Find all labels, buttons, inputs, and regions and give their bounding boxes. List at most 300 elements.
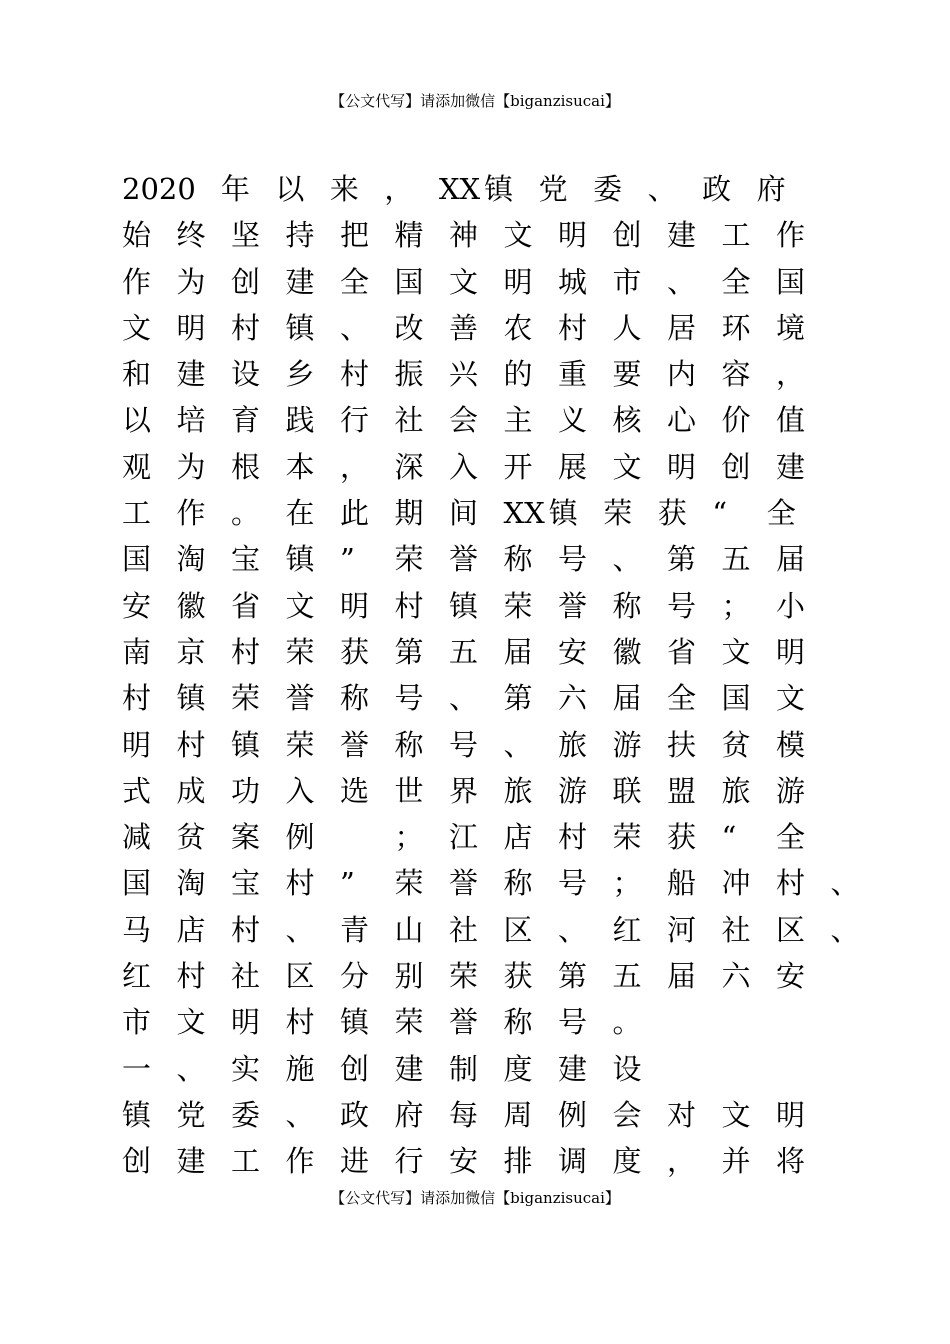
- text-glyph: 村: [558, 820, 588, 855]
- text-glyph: 入: [449, 449, 479, 484]
- text-glyph: 镇: [484, 172, 514, 206]
- text-glyph: 安: [449, 1144, 479, 1179]
- text-glyph: 本: [285, 449, 315, 484]
- text-glyph: 第: [503, 681, 533, 716]
- text-glyph: 店: [176, 912, 206, 947]
- text-glyph: 施: [285, 1051, 315, 1086]
- text-glyph: 设: [231, 357, 261, 392]
- text-glyph: 国: [122, 866, 152, 901]
- text-glyph: 创: [231, 264, 261, 299]
- text-glyph: 淘: [176, 542, 206, 577]
- text-glyph: 核: [612, 403, 642, 438]
- text-glyph: 马: [122, 912, 152, 947]
- text-glyph: 红: [612, 912, 642, 947]
- text-line: [122, 259, 822, 305]
- text-glyph: 作: [122, 264, 152, 299]
- text-glyph: 村: [231, 912, 261, 947]
- text-glyph: 冲: [721, 866, 751, 901]
- text-glyph: 社: [231, 959, 261, 994]
- text-glyph: 重: [558, 357, 588, 392]
- text-glyph: 要: [612, 357, 642, 392]
- text-glyph: 村: [122, 681, 152, 716]
- text-glyph: 明: [231, 1005, 261, 1040]
- text-glyph: 贫: [176, 820, 206, 855]
- text-glyph: 深: [394, 449, 424, 484]
- text-glyph: 践: [285, 403, 315, 438]
- text-glyph: 以: [275, 172, 305, 206]
- text-glyph: 城: [558, 264, 588, 299]
- text-glyph: 建: [176, 1144, 206, 1179]
- text-glyph: 、: [830, 912, 860, 947]
- text-glyph: 村: [776, 866, 806, 901]
- text-glyph: “: [721, 820, 737, 855]
- text-glyph: 、: [503, 727, 533, 762]
- text-glyph: 境: [776, 310, 806, 345]
- text-glyph: 。: [231, 496, 261, 531]
- text-glyph: 获: [657, 496, 687, 531]
- text-glyph: 届: [667, 959, 697, 994]
- text-line: [122, 166, 822, 212]
- text-glyph: 红: [122, 959, 152, 994]
- text-glyph: 镇: [285, 310, 315, 345]
- text-glyph: 和: [122, 357, 152, 392]
- text-glyph: 党: [176, 1097, 206, 1132]
- text-glyph: 荣: [612, 820, 642, 855]
- text-glyph: 六: [721, 959, 751, 994]
- text-glyph: 别: [394, 959, 424, 994]
- text-glyph: 环: [721, 310, 751, 345]
- text-line: [122, 490, 822, 536]
- text-glyph: 安: [558, 634, 588, 669]
- text-glyph: 界: [449, 773, 479, 808]
- text-glyph: 徽: [612, 634, 642, 669]
- text-glyph: 省: [667, 634, 697, 669]
- page-footer-watermark: 【公文代写】请添加微信【biganzisucai】: [330, 1189, 620, 1207]
- text-glyph: 村: [176, 727, 206, 762]
- text-glyph: 建: [176, 357, 206, 392]
- text-glyph: 宝: [231, 866, 261, 901]
- text-glyph: 村: [558, 310, 588, 345]
- text-glyph: 扶: [667, 727, 697, 762]
- text-glyph: 文: [503, 218, 533, 253]
- text-glyph: 文: [721, 634, 751, 669]
- text-glyph: 改: [394, 310, 424, 345]
- text-glyph: 镇: [548, 496, 578, 531]
- text-glyph: 创: [612, 218, 642, 253]
- text-glyph: 建: [285, 264, 315, 299]
- text-glyph: 明: [122, 727, 152, 762]
- text-glyph: 明: [776, 634, 806, 669]
- text-glyph: 善: [449, 310, 479, 345]
- text-glyph: 明: [176, 310, 206, 345]
- text-glyph: 镇: [122, 1097, 152, 1132]
- text-glyph: 社: [721, 912, 751, 947]
- text-glyph: 、: [667, 264, 697, 299]
- text-glyph: 并: [721, 1144, 751, 1179]
- text-glyph: 称: [503, 542, 533, 577]
- text-glyph: 精: [394, 218, 424, 253]
- text-glyph: 人: [612, 310, 642, 345]
- text-glyph: 模: [776, 727, 806, 762]
- text-glyph: 河: [667, 912, 697, 947]
- text-glyph: 案: [231, 820, 261, 855]
- text-glyph: 度: [503, 1051, 533, 1086]
- text-glyph: 根: [231, 449, 261, 484]
- text-glyph: 持: [285, 218, 315, 253]
- text-glyph: 文: [122, 310, 152, 345]
- text-glyph: 市: [612, 264, 642, 299]
- text-glyph: 行: [340, 403, 370, 438]
- text-glyph: 终: [176, 218, 206, 253]
- text-glyph: 进: [340, 1144, 370, 1179]
- text-glyph: 称: [340, 681, 370, 716]
- text-glyph: 对: [667, 1097, 697, 1132]
- text-glyph: 誉: [340, 727, 370, 762]
- text-glyph: 成: [176, 773, 206, 808]
- text-glyph: 年: [220, 172, 250, 206]
- text-line: [122, 860, 860, 906]
- text-glyph: 南: [122, 634, 152, 669]
- text-glyph: 镇: [231, 727, 261, 762]
- text-glyph: 明: [776, 1097, 806, 1132]
- text-glyph: 式: [122, 773, 152, 808]
- text-glyph: 实: [231, 1051, 261, 1086]
- text-line: [122, 536, 822, 582]
- text-glyph: 江: [449, 820, 479, 855]
- text-glyph: 荣: [449, 959, 479, 994]
- text-glyph: XX: [438, 172, 481, 206]
- text-glyph: 减: [122, 820, 152, 855]
- text-glyph: ；: [612, 866, 642, 901]
- text-glyph: 内: [667, 357, 697, 392]
- text-glyph: 会: [612, 1097, 642, 1132]
- text-glyph: 贫: [721, 727, 751, 762]
- text-line: [122, 722, 822, 768]
- text-line: [122, 397, 822, 443]
- text-glyph: 明: [558, 218, 588, 253]
- text-glyph: 第: [558, 959, 588, 994]
- text-glyph: 此: [340, 496, 370, 531]
- text-glyph: 兴: [449, 357, 479, 392]
- text-glyph: 世: [394, 773, 424, 808]
- text-glyph: 容: [721, 357, 751, 392]
- text-glyph: 誉: [285, 681, 315, 716]
- text-glyph: ，: [667, 1144, 697, 1179]
- text-glyph: 村: [340, 357, 370, 392]
- text-glyph: 村: [231, 310, 261, 345]
- text-glyph: 国: [776, 264, 806, 299]
- text-glyph: 功: [231, 773, 261, 808]
- text-glyph: 全: [776, 820, 806, 855]
- text-glyph: XX: [503, 496, 545, 531]
- text-glyph: 、: [285, 1097, 315, 1132]
- text-glyph: 荣: [394, 866, 424, 901]
- text-glyph: 誉: [449, 1005, 479, 1040]
- text-line: [122, 999, 822, 1045]
- text-glyph: 分: [340, 959, 370, 994]
- text-glyph: 2020: [122, 172, 196, 206]
- text-glyph: 工: [122, 496, 152, 531]
- text-glyph: 、: [449, 681, 479, 716]
- text-glyph: 创: [340, 1051, 370, 1086]
- text-glyph: 入: [285, 773, 315, 808]
- text-glyph: 明: [667, 449, 697, 484]
- text-line: [122, 351, 822, 397]
- text-glyph: 全: [340, 264, 370, 299]
- text-glyph: 徽: [176, 588, 206, 623]
- text-glyph: 荣: [285, 634, 315, 669]
- text-glyph: 培: [176, 403, 206, 438]
- text-glyph: 荣: [603, 496, 633, 531]
- text-glyph: ，: [776, 357, 806, 392]
- text-glyph: 期: [394, 496, 424, 531]
- text-glyph: 、: [340, 310, 370, 345]
- text-glyph: 称: [503, 866, 533, 901]
- text-glyph: 党: [538, 172, 568, 206]
- text-glyph: 誉: [449, 542, 479, 577]
- text-glyph: 间: [449, 496, 479, 531]
- text-glyph: 农: [503, 310, 533, 345]
- text-glyph: 全: [721, 264, 751, 299]
- text-glyph: 店: [503, 820, 533, 855]
- text-glyph: 安: [122, 588, 152, 623]
- text-glyph: 六: [558, 681, 588, 716]
- text-glyph: 例: [558, 1097, 588, 1132]
- text-glyph: 以: [122, 403, 152, 438]
- text-glyph: 届: [612, 681, 642, 716]
- text-glyph: ”: [340, 542, 355, 577]
- text-glyph: 政: [340, 1097, 370, 1132]
- text-glyph: 创: [122, 1144, 152, 1179]
- text-glyph: 设: [612, 1051, 642, 1086]
- text-glyph: 荣: [503, 588, 533, 623]
- text-glyph: 宝: [231, 542, 261, 577]
- text-glyph: 获: [503, 959, 533, 994]
- text-glyph: 称: [612, 588, 642, 623]
- text-glyph: 游: [612, 727, 642, 762]
- text-glyph: 村: [231, 634, 261, 669]
- text-glyph: 号: [394, 681, 424, 716]
- text-glyph: 一: [122, 1051, 152, 1086]
- text-glyph: 工: [721, 218, 751, 253]
- text-glyph: 称: [394, 727, 424, 762]
- text-glyph: 文: [721, 1097, 751, 1132]
- text-glyph: 明: [503, 264, 533, 299]
- text-glyph: 乡: [285, 357, 315, 392]
- text-glyph: 展: [558, 449, 588, 484]
- text-glyph: 区: [285, 959, 315, 994]
- text-glyph: 游: [558, 773, 588, 808]
- text-glyph: 文: [285, 588, 315, 623]
- text-glyph: 开: [503, 449, 533, 484]
- text-glyph: 荣: [231, 681, 261, 716]
- text-glyph: 五: [721, 542, 751, 577]
- text-glyph: 的: [503, 357, 533, 392]
- text-glyph: 作: [176, 496, 206, 531]
- text-glyph: 文: [776, 681, 806, 716]
- text-line: [122, 1092, 822, 1138]
- text-glyph: 府: [756, 172, 786, 206]
- text-glyph: 文: [612, 449, 642, 484]
- text-glyph: 村: [394, 588, 424, 623]
- text-glyph: 区: [776, 912, 806, 947]
- text-glyph: 船: [667, 866, 697, 901]
- text-glyph: 荣: [285, 727, 315, 762]
- text-glyph: 镇: [449, 588, 479, 623]
- text-glyph: 号: [667, 588, 697, 623]
- text-glyph: 、: [558, 912, 588, 947]
- text-glyph: 建: [667, 218, 697, 253]
- text-glyph: 、: [647, 172, 677, 206]
- text-glyph: 届: [503, 634, 533, 669]
- text-glyph: 镇: [340, 1005, 370, 1040]
- text-glyph: 游: [776, 773, 806, 808]
- text-glyph: 全: [766, 496, 796, 531]
- text-glyph: ”: [340, 866, 355, 901]
- text-glyph: 号: [449, 727, 479, 762]
- text-glyph: 誉: [449, 866, 479, 901]
- text-glyph: 社: [394, 403, 424, 438]
- text-glyph: 社: [449, 912, 479, 947]
- text-glyph: 小: [776, 588, 806, 623]
- text-glyph: 五: [612, 959, 642, 994]
- text-glyph: 坚: [231, 218, 261, 253]
- text-glyph: 居: [667, 310, 697, 345]
- text-glyph: 工: [231, 1144, 261, 1179]
- text-glyph: 政: [702, 172, 732, 206]
- text-glyph: 国: [122, 542, 152, 577]
- text-glyph: 值: [776, 403, 806, 438]
- text-glyph: 选: [340, 773, 370, 808]
- text-glyph: 把: [340, 218, 370, 253]
- text-glyph: 、: [612, 542, 642, 577]
- document-body: [122, 166, 860, 1185]
- text-line: [122, 629, 822, 675]
- text-glyph: 周: [503, 1097, 533, 1132]
- text-glyph: 安: [776, 959, 806, 994]
- text-glyph: 育: [231, 403, 261, 438]
- text-glyph: 来: [329, 172, 359, 206]
- text-glyph: 村: [176, 959, 206, 994]
- text-glyph: 全: [667, 681, 697, 716]
- text-glyph: 价: [721, 403, 751, 438]
- text-glyph: 称: [503, 1005, 533, 1040]
- text-glyph: 号: [558, 542, 588, 577]
- text-glyph: 旅: [503, 773, 533, 808]
- text-glyph: 村: [285, 1005, 315, 1040]
- text-glyph: 神: [449, 218, 479, 253]
- text-glyph: 委: [593, 172, 623, 206]
- text-glyph: 国: [394, 264, 424, 299]
- text-glyph: 荣: [394, 542, 424, 577]
- text-line: [122, 1138, 822, 1184]
- text-glyph: 、: [830, 866, 860, 901]
- text-glyph: 主: [503, 403, 533, 438]
- text-glyph: 调: [558, 1144, 588, 1179]
- text-glyph: 第: [394, 634, 424, 669]
- text-glyph: 省: [231, 588, 261, 623]
- text-line: [122, 444, 822, 490]
- text-line: [122, 768, 822, 814]
- text-glyph: 青: [340, 912, 370, 947]
- text-glyph: 淘: [176, 866, 206, 901]
- text-glyph: 区: [503, 912, 533, 947]
- text-glyph: 国: [721, 681, 751, 716]
- text-glyph: 荣: [394, 1005, 424, 1040]
- text-glyph: 创: [721, 449, 751, 484]
- text-glyph: 始: [122, 218, 152, 253]
- text-glyph: 为: [176, 449, 206, 484]
- text-line: [122, 583, 822, 629]
- text-glyph: 、: [285, 912, 315, 947]
- text-glyph: 明: [340, 588, 370, 623]
- text-glyph: 第: [667, 542, 697, 577]
- text-glyph: 获: [340, 634, 370, 669]
- text-glyph: 村: [285, 866, 315, 901]
- text-glyph: 度: [612, 1144, 642, 1179]
- text-line: [122, 1046, 822, 1092]
- text-glyph: 。: [612, 1005, 642, 1040]
- text-glyph: 会: [449, 403, 479, 438]
- text-glyph: 委: [231, 1097, 261, 1132]
- text-glyph: 在: [285, 496, 315, 531]
- text-glyph: 获: [667, 820, 697, 855]
- text-glyph: 镇: [285, 542, 315, 577]
- page-header-watermark: 【公文代写】请添加微信【biganzisucai】: [330, 92, 620, 110]
- text-glyph: 文: [449, 264, 479, 299]
- text-glyph: 义: [558, 403, 588, 438]
- text-glyph: 每: [449, 1097, 479, 1132]
- text-glyph: 盟: [667, 773, 697, 808]
- text-glyph: 心: [667, 403, 697, 438]
- text-glyph: 建: [558, 1051, 588, 1086]
- text-glyph: “: [712, 496, 728, 531]
- text-glyph: 、: [176, 1051, 206, 1086]
- text-glyph: ，: [340, 449, 370, 484]
- text-glyph: 联: [612, 773, 642, 808]
- text-line: [122, 953, 822, 999]
- text-glyph: 制: [449, 1051, 479, 1086]
- text-glyph: 旅: [721, 773, 751, 808]
- text-glyph: 观: [122, 449, 152, 484]
- text-glyph: ；: [721, 588, 751, 623]
- text-glyph: 将: [776, 1144, 806, 1179]
- text-glyph: 例: [285, 820, 315, 855]
- text-glyph: 建: [776, 449, 806, 484]
- text-line: [122, 907, 860, 953]
- text-glyph: 五: [449, 634, 479, 669]
- text-line: [122, 305, 822, 351]
- text-glyph: 号: [558, 1005, 588, 1040]
- text-glyph: 誉: [558, 588, 588, 623]
- text-glyph: 京: [176, 634, 206, 669]
- text-glyph: 镇: [176, 681, 206, 716]
- text-glyph: 山: [394, 912, 424, 947]
- text-glyph: 建: [394, 1051, 424, 1086]
- text-glyph: 为: [176, 264, 206, 299]
- text-glyph: 旅: [558, 727, 588, 762]
- text-glyph: 排: [503, 1144, 533, 1179]
- text-glyph: ，: [384, 172, 414, 206]
- text-glyph: 振: [394, 357, 424, 392]
- text-glyph: 市: [122, 1005, 152, 1040]
- text-line: [122, 814, 822, 860]
- text-glyph: 作: [776, 218, 806, 253]
- text-glyph: 行: [394, 1144, 424, 1179]
- text-glyph: 号: [558, 866, 588, 901]
- text-glyph: 作: [285, 1144, 315, 1179]
- text-glyph: 文: [176, 1005, 206, 1040]
